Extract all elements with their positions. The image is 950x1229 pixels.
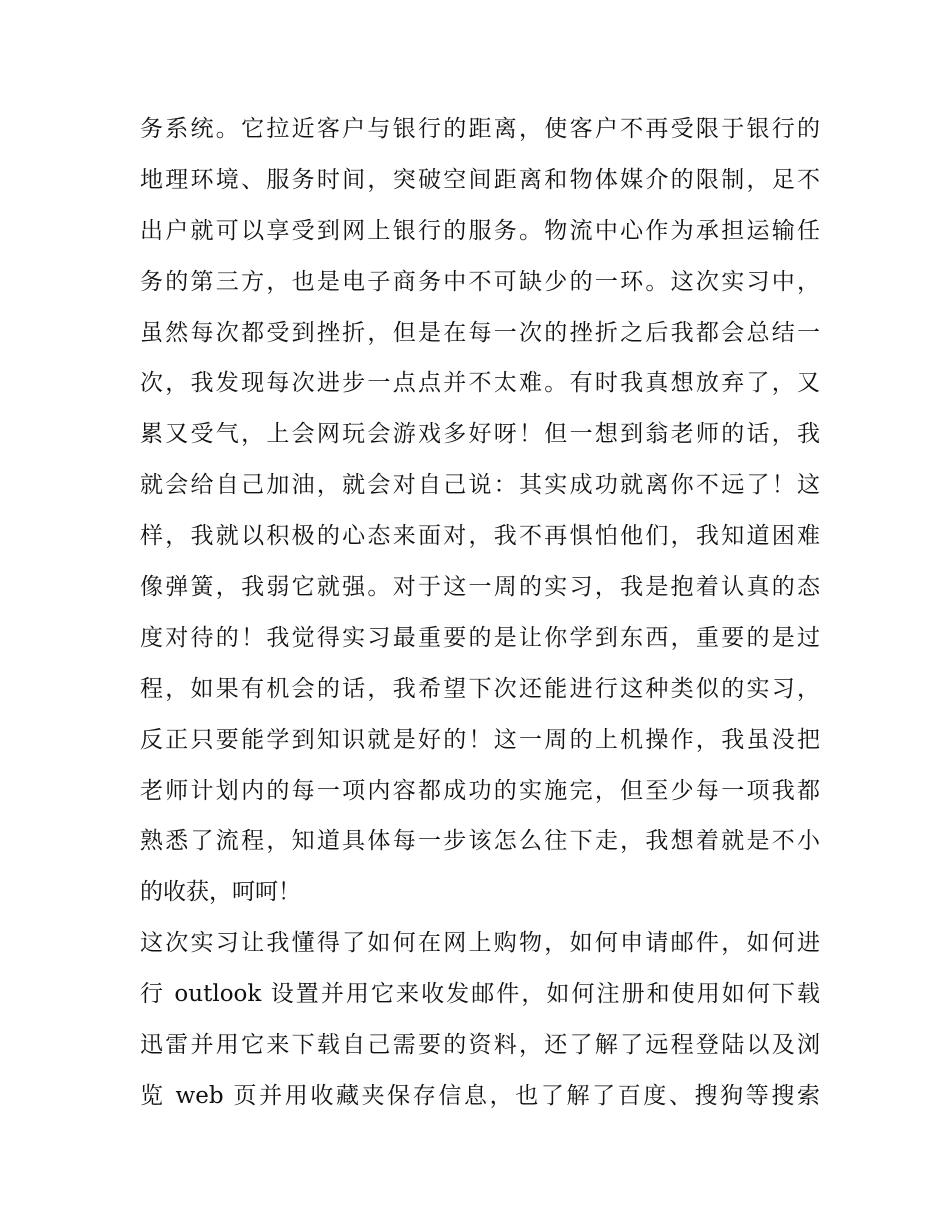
text-line: 就会给自己加油，就会对自己说：其实成功就离你不远了！这: [140, 472, 820, 499]
text-line: 反正只要能学到知识就是好的！这一周的上机操作，我虽没把: [140, 726, 820, 753]
text-line: 务系统。它拉近客户与银行的距离，使客户不再受限于银行的: [140, 116, 820, 142]
text-line: 迅雷并用它来下载自己需要的资料，还了解了远程登陆以及浏: [140, 1032, 820, 1059]
text-line: 程，如果有机会的话，我希望下次还能进行这种类似的实习，: [140, 675, 820, 702]
text-line: 览 web 页并用收藏夹保存信息，也了解了百度、搜狗等搜索: [140, 1082, 820, 1109]
text-line: 样，我就以积极的心态来面对，我不再惧怕他们，我知道困难: [140, 523, 820, 550]
text-line: 这次实习让我懂得了如何在网上购物，如何申请邮件，如何进: [140, 930, 820, 957]
body-text: [140, 104, 820, 1122]
text-line: 像弹簧，我弱它就强。对于这一周的实习，我是抱着认真的态: [140, 574, 820, 601]
text-line: 累又受气，上会网玩会游戏多好呀！但一想到翁老师的话，我: [140, 421, 820, 448]
text-line: 度对待的！我觉得实习最重要的是让你学到东西，重要的是过: [140, 624, 820, 651]
text-line: 熟悉了流程，知道具体每一步该怎么往下走，我想着就是不小: [140, 828, 820, 855]
text-line: 虽然每次都受到挫折，但是在每一次的挫折之后我都会总结一: [140, 319, 820, 346]
text-line: 次，我发现每次进步一点点并不太难。有时我真想放弃了，又: [140, 370, 820, 397]
text-line: 的收获，呵呵！: [140, 879, 301, 906]
text-line: 老师计划内的每一项内容都成功的实施完，但至少每一项我都: [140, 777, 820, 804]
text-line: 务的第三方，也是电子商务中不可缺少的一环。这次实习中，: [140, 268, 820, 295]
text-line: 出户就可以享受到网上银行的服务。物流中心作为承担运输任: [140, 217, 820, 244]
text-line: 地理环境、服务时间，突破空间距离和物体媒介的限制，足不: [140, 166, 820, 193]
text-line: 行 outlook 设置并用它来收发邮件，如何注册和使用如何下载: [140, 981, 820, 1008]
